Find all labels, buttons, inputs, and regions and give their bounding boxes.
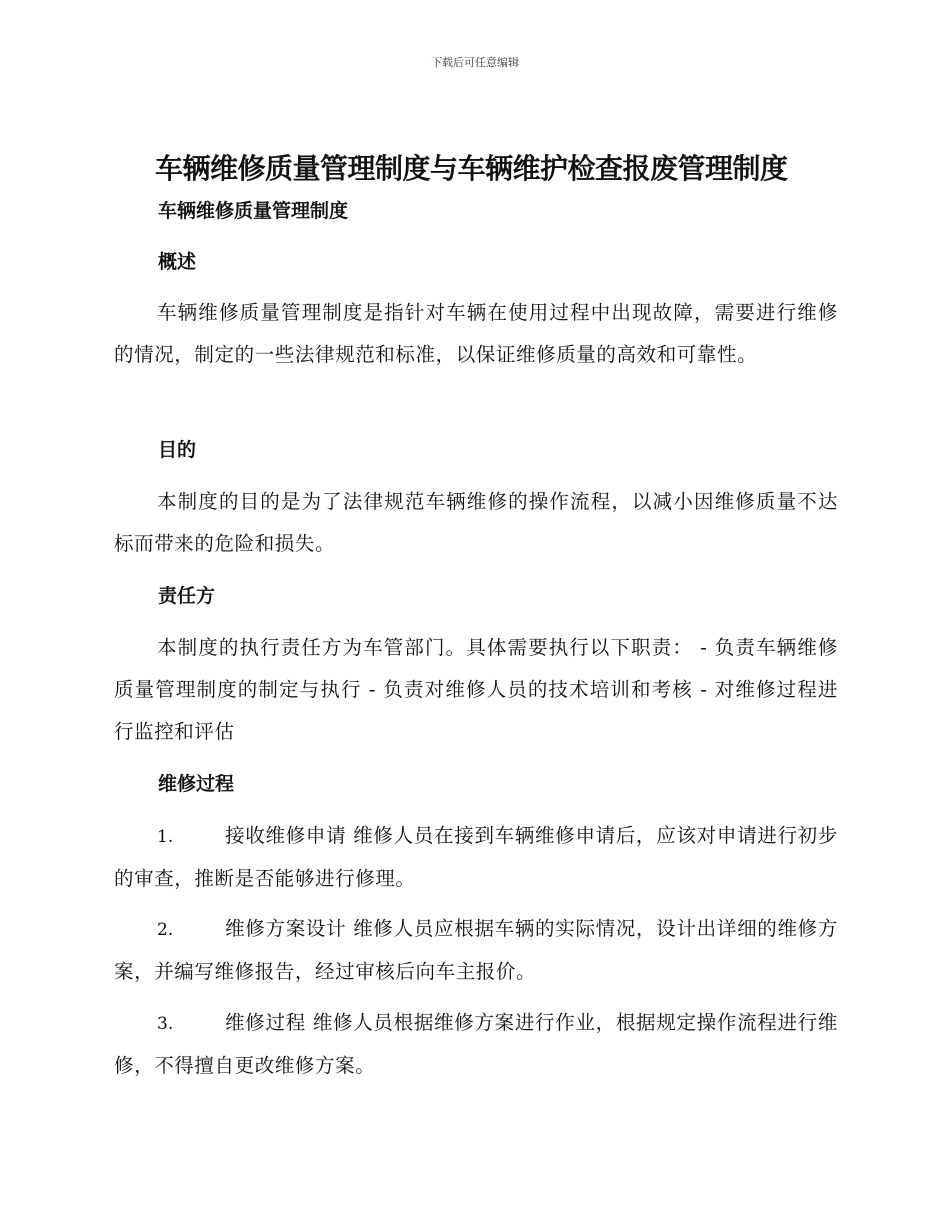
heading-purpose: 目的: [158, 439, 197, 461]
paragraph-overview: 车辆维修质量管理制度是指针对车辆在使用过程中出现故障，需要进行维修的情况，制定的一些法律规范和标准，以保证维修质量的高效和可靠性。: [114, 301, 838, 366]
list-item: [114, 815, 838, 900]
list-item-text: 维修方案设计 维修人员应根据车辆的实际情况，设计出详细的维修方案，并编写维修报告，经过审核后向车主报价。: [114, 917, 838, 983]
list-item-text: 维修过程 维修人员根据维修方案进行作业，根据规定操作流程进行维修，不得擅自更改维修方案。: [114, 1011, 838, 1077]
list-item: [114, 908, 838, 993]
heading-responsible-party: 责任方: [158, 585, 216, 607]
document-title: 车辆维修质量管理制度与车辆维护检查报废管理制度: [155, 152, 788, 185]
list-item-number: 2.: [157, 920, 174, 940]
list-item: [114, 1002, 838, 1087]
list-item-number: 3.: [157, 1014, 174, 1034]
heading-repair-process: 维修过程: [158, 773, 235, 795]
page-header-note: 下载后可任意编辑: [431, 56, 519, 69]
paragraph-purpose: 本制度的目的是为了法律规范车辆维修的操作流程，以减小因维修质量不达标而带来的危险和损失。: [114, 490, 838, 555]
list-item-number: 1.: [157, 827, 174, 847]
list-item-text: 接收维修申请 维修人员在接到车辆维修申请后，应该对申请进行初步的审查，推断是否能够进行修理。: [114, 824, 838, 890]
heading-overview: 概述: [158, 251, 197, 273]
paragraph-responsible-party: 本制度的执行责任方为车管部门。具体需要执行以下职责： - 负责车辆维修质量管理制度的制定与执行 - 负责对维修人员的技术培训和考核 - 对维修过程进行监控和评估: [114, 636, 838, 743]
section-title: 车辆维修质量管理制度: [158, 200, 349, 222]
